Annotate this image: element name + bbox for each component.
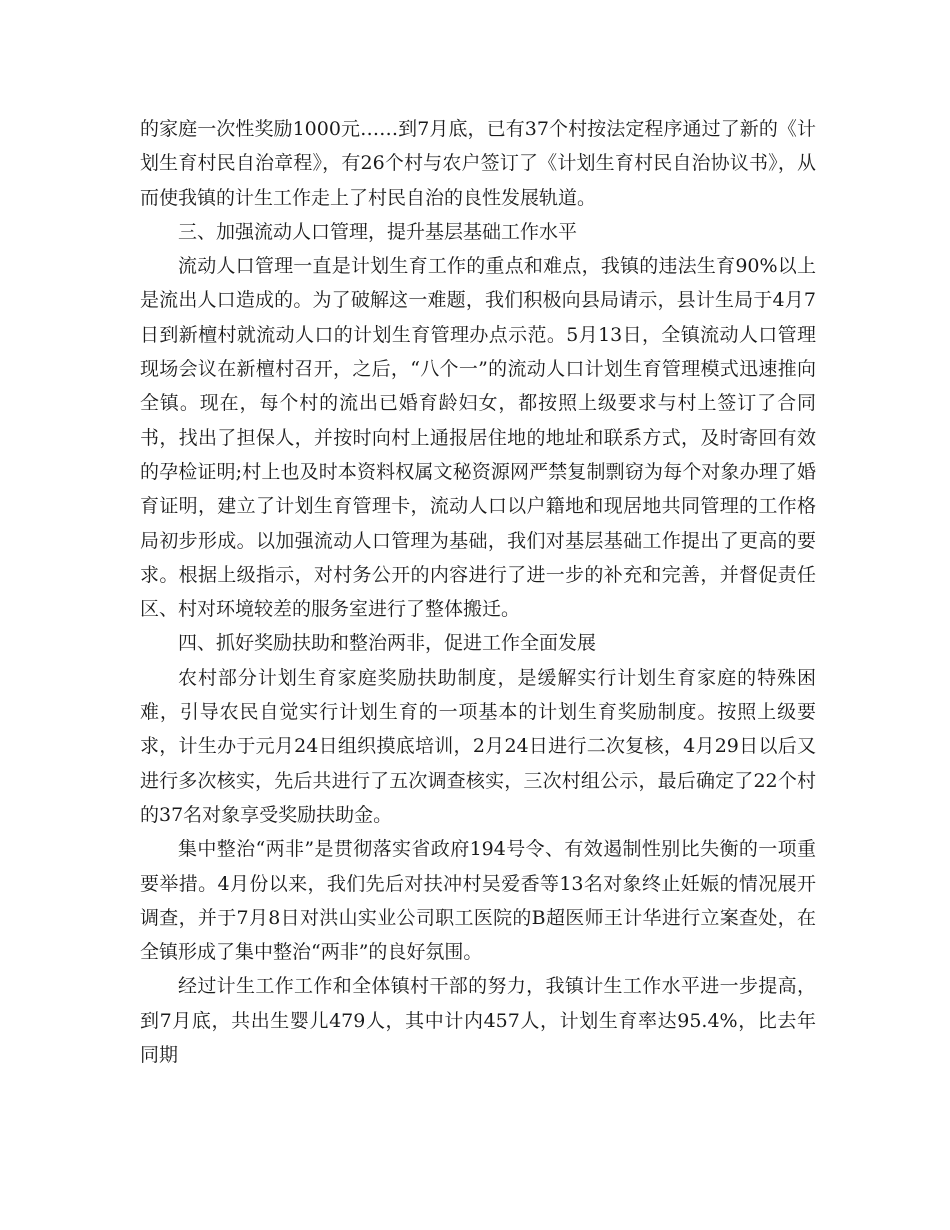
- paragraph-two-illegal: 集中整治“两非”是贯彻落实省政府194号令、有效遏制性别比失衡的一项重要举措。4月份以来，我们先后对扶冲村吴爱香等13名对象终止妊娠的情况展开调查，并于7月8日对洪山实业公司职工医院的B超医师王计华进行立案查处，在全镇形成了集中整治“两非”的良好氛围。: [140, 838, 816, 964]
- paragraph-floating-population: 流动人口管理一直是计划生育工作的重点和难点，我镇的违法生育90%以上是流出人口造成的。为了破解这一难题，我们积极向县局请示，县计生局于4月7日到新檀村就流动人口的计划生育管理办点示范。5月13日，全镇流动人口管理现场会议在新檀村召开，之后，“八个一”的流动人口计划生育管理模式迅速推向全镇。现在，每个村的流出已婚育龄妇女，都按照上级要求与村上签订了合同书，找出了担保人，并按时向村上通报居住地的地址和联系方式，及时寄回有效的孕检证明;村上也及时本资料权属文秘资源网严禁复制剽窃为每个对象办理了婚育证明，建立了计划生育管理卡，流动人口以户籍地和现居地共同管理的工作格局初步形成。以加强流动人口管理为基础，我们对基层基础工作提出了更高的要求。根据上级指示，对村务公开的内容进行了进一步的补充和完善，并督促责任区、村对环境较差的服务室进行了整体搬迁。: [140, 255, 816, 621]
- paragraph-continuation: 的家庭一次性奖励1000元……到7月底，已有37个村按法定程序通过了新的《计划生育村民自治章程》，有26个村与农户签订了《计划生育村民自治协议书》，从而使我镇的计生工作走上了村民自治的良性发展轨道。: [140, 118, 816, 209]
- document-body: [140, 112, 816, 1072]
- section-heading-4: 四、抓好奖励扶助和整治两非，促进工作全面发展: [178, 632, 597, 655]
- paragraph-summary: 经过计生工作工作和全体镇村干部的努力，我镇计生工作水平进一步提高，到7月底，共出生婴儿479人，其中计内457人，计划生育率达95.4%，比去年同期: [140, 975, 816, 1067]
- paragraph-reward-support: 农村部分计划生育家庭奖励扶助制度，是缓解实行计划生育家庭的特殊困难，引导农民自觉实行计划生育的一项基本的计划生育奖励制度。按照上级要求，计生办于元月24日组织摸底培训，2月24日进行二次复核，4月29日以后又进行多次核实，先后共进行了五次调查核实，三次村组公示，最后确定了22个村的37名对象享受奖励扶助金。: [140, 666, 816, 826]
- section-heading-3: 三、加强流动人口管理，提升基层基础工作水平: [178, 220, 578, 243]
